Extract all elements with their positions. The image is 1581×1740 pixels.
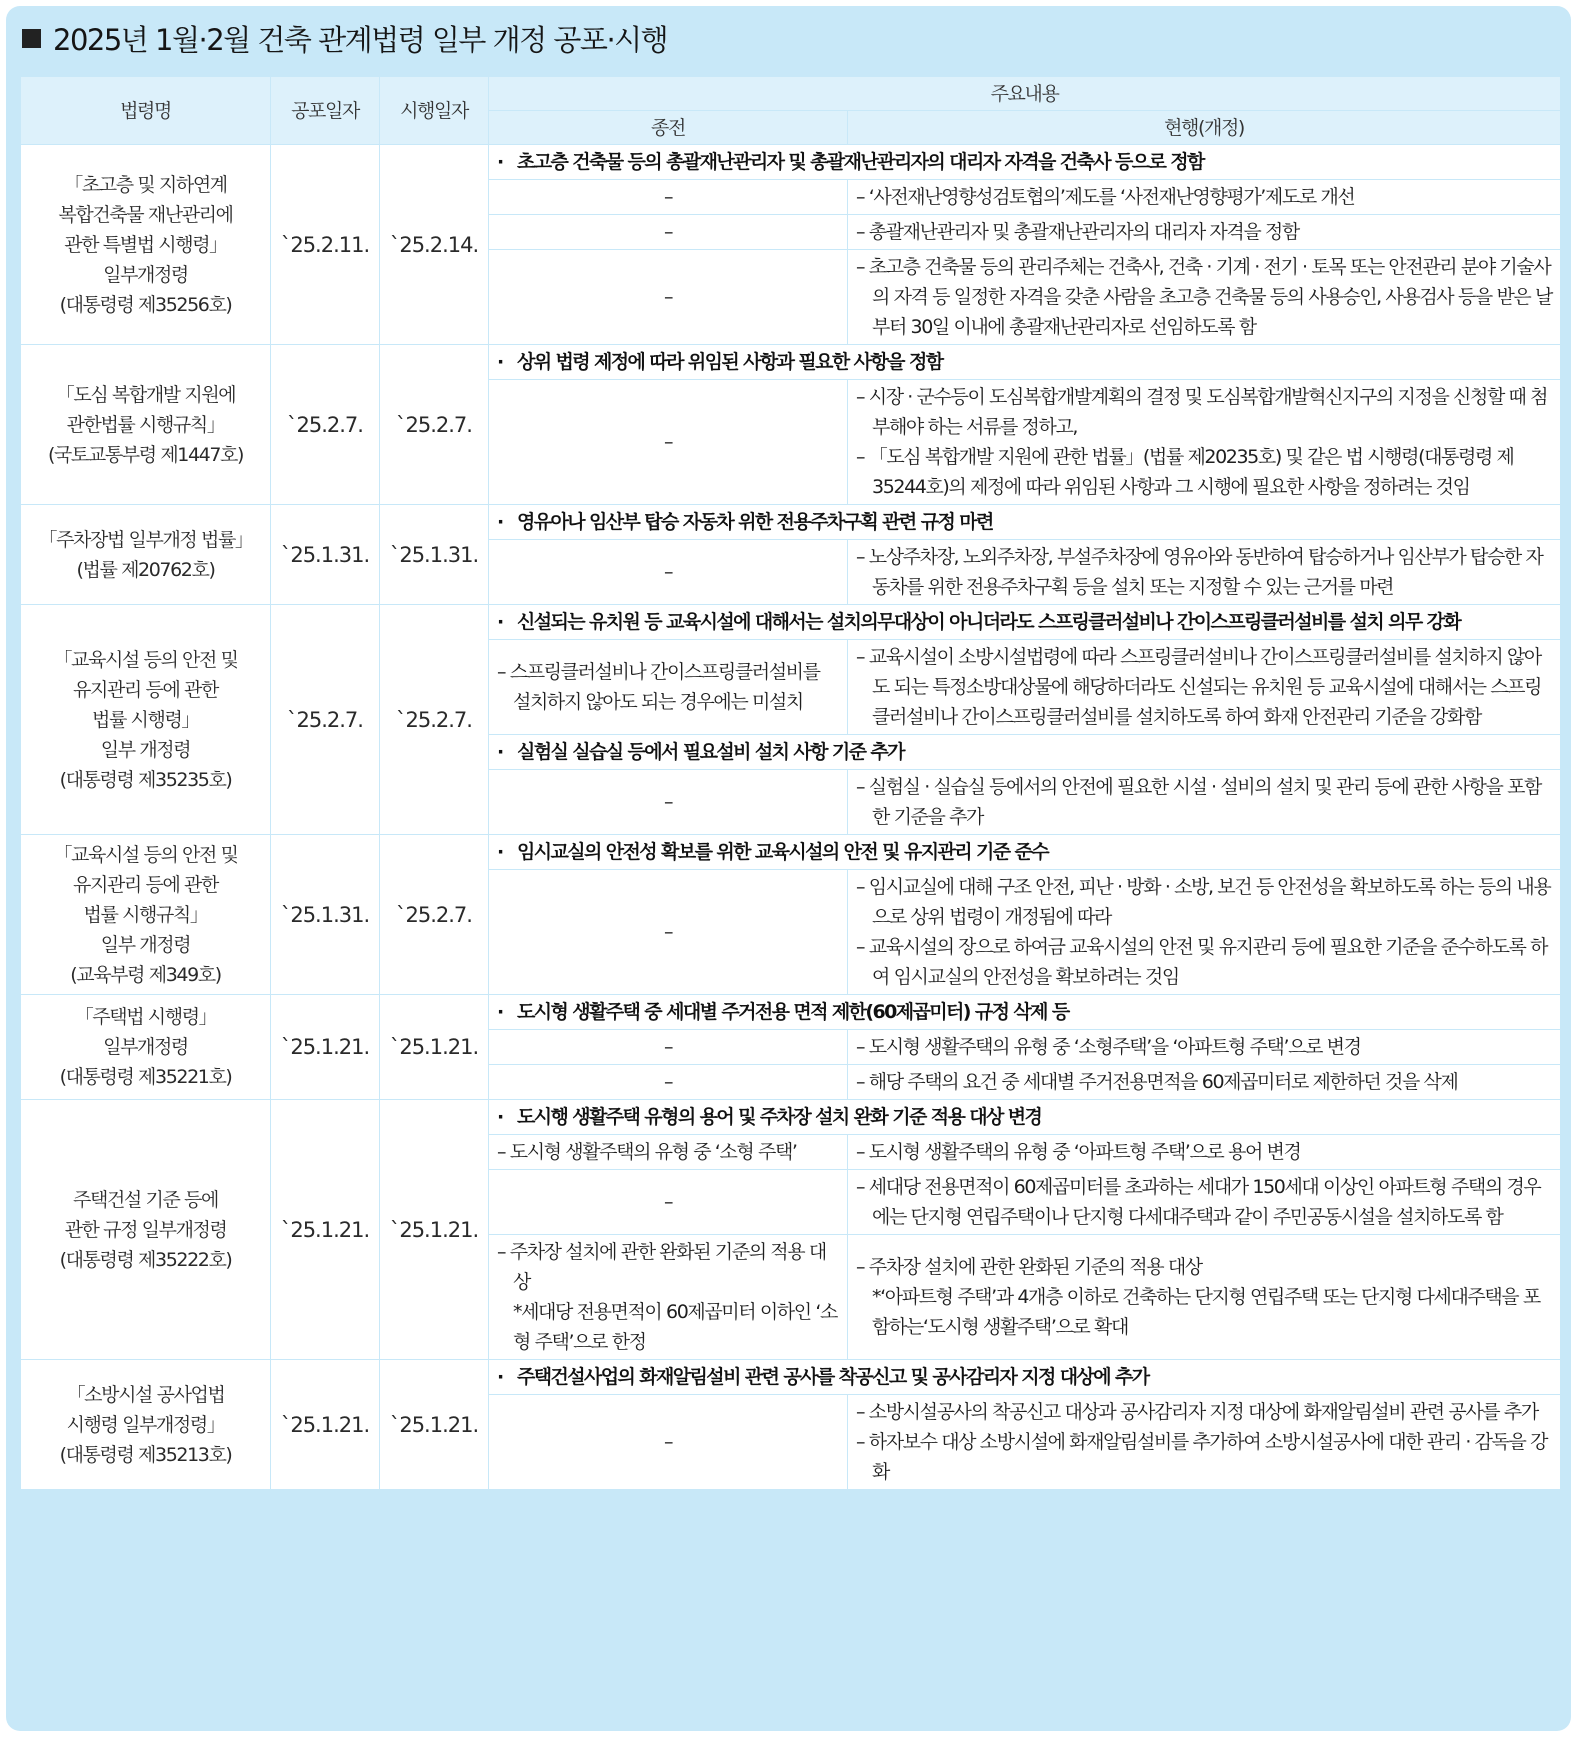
after-cell: – 교육시설이 소방시설법령에 따라 스프링클러설비나 간이스프링클러설비를 설치하지 않아도 되는 특정소방대상물에 해당하더라도 신설되는 유치원 등 교육시설에 대해서는 스프링클러설비나 간이스프링클러설비를 설치하도록 하여 화재 안전관리 기준을 강화함 (848, 640, 1561, 735)
summary: · 신설되는 유치원 등 교육시설에 대해서는 설치의무대상이 아니더라도 스프링클러설비나 간이스프링클러설비를 설치 의무 강화 (489, 605, 1561, 640)
promulgation-date: `25.1.21. (271, 1360, 380, 1490)
header-law-name: 법령명 (21, 77, 271, 145)
before-cell: – 주차장 설치에 관한 완화된 기준의 적용 대상 *세대당 전용면적이 60제곱미터 이하인 ‘소형 주택’으로 한정 (489, 1235, 848, 1360)
enforcement-date: `25.2.14. (380, 145, 489, 345)
header-main-content: 주요내용 (489, 77, 1561, 111)
before-cell: – (489, 1065, 848, 1100)
summary: · 실험실 실습실 등에서 필요설비 설치 사항 기준 추가 (489, 735, 1561, 770)
before-cell: – (489, 250, 848, 345)
law-name: 「교육시설 등의 안전 및 유지관리 등에 관한 법률 시행규칙」 일부 개정령 (교육부령 제349호) (21, 835, 271, 995)
promulgation-date: `25.2.7. (271, 605, 380, 835)
before-cell: – (489, 215, 848, 250)
after-cell: – 시장 · 군수등이 도심복합개발계획의 결정 및 도심복합개발혁신지구의 지정을 신청할 때 첨부해야 하는 서류를 정하고, – 「도심 복합개발 지원에 관한 법률」(법률 제20235호) 및 같은 법 시행령(대통령령 제35244호)의 제정에 따라 위임된 사항과 그 시행에 필요한 사항을 정하려는 것임 (848, 380, 1561, 505)
promulgation-date: `25.1.21. (271, 995, 380, 1100)
enforcement-date: `25.1.31. (380, 505, 489, 605)
law-name: 「소방시설 공사업법 시행령 일부개정령」 (대통령령 제35213호) (21, 1360, 271, 1490)
law-name: 「초고층 및 지하연계 복합건축물 재난관리에 관한 특별법 시행령」 일부개정령 (대통령령 제35256호) (21, 145, 271, 345)
after-cell: – 도시형 생활주택의 유형 중 ‘소형주택’을 ‘아파트형 주택’으로 변경 (848, 1030, 1561, 1065)
before-cell: – (489, 1395, 848, 1490)
page-title-text: 2025년 1월·2월 건축 관계법령 일부 개정 공포·시행 (53, 22, 668, 57)
enforcement-date: `25.2.7. (380, 345, 489, 505)
law-name: 주택건설 기준 등에 관한 규정 일부개정령 (대통령령 제35222호) (21, 1100, 271, 1360)
after-cell: – 해당 주택의 요건 중 세대별 주거전용면적을 60제곱미터로 제한하던 것을 삭제 (848, 1065, 1561, 1100)
before-cell: – 도시형 생활주택의 유형 중 ‘소형 주택’ (489, 1135, 848, 1170)
header-before: 종전 (489, 111, 848, 145)
enforcement-date: `25.2.7. (380, 605, 489, 835)
summary: · 도시형 생활주택 중 세대별 주거전용 면적 제한(60제곱미터) 규정 삭제 등 (489, 995, 1561, 1030)
header-enforcement: 시행일자 (380, 77, 489, 145)
header-promulgation: 공포일자 (271, 77, 380, 145)
law-name: 「도심 복합개발 지원에 관한법률 시행규칙」 (국토교통부령 제1447호) (21, 345, 271, 505)
summary: · 임시교실의 안전성 확보를 위한 교육시설의 안전 및 유지관리 기준 준수 (489, 835, 1561, 870)
before-cell: – (489, 540, 848, 605)
after-cell: – 세대당 전용면적이 60제곱미터를 초과하는 세대가 150세대 이상인 아파트형 주택의 경우에는 단지형 연립주택이나 단지형 다세대주택과 같이 주민공동시설을 설치하도록 함 (848, 1170, 1561, 1235)
after-cell: – 도시형 생활주택의 유형 중 ‘아파트형 주택’으로 용어 변경 (848, 1135, 1561, 1170)
after-cell: – 초고층 건축물 등의 관리주체는 건축사, 건축 · 기계 · 전기 · 토목 또는 안전관리 분야 기술사의 자격 등 일정한 자격을 갖춘 사람을 초고층 건축물 등의 사용승인, 사용검사 등을 받은 날부터 30일 이내에 총괄재난관리자로 선임하도록 함 (848, 250, 1561, 345)
after-cell: – 실험실 · 실습실 등에서의 안전에 필요한 시설 · 설비의 설치 및 관리 등에 관한 사항을 포함한 기준을 추가 (848, 770, 1561, 835)
square-bullet-icon (22, 29, 41, 48)
law-name: 「주택법 시행령」 일부개정령 (대통령령 제35221호) (21, 995, 271, 1100)
header-after: 현행(개정) (848, 111, 1561, 145)
before-cell: – 스프링클러설비나 간이스프링클러설비를 설치하지 않아도 되는 경우에는 미설치 (489, 640, 848, 735)
summary: · 영유아나 임산부 탑승 자동차 위한 전용주차구획 관련 규정 마련 (489, 505, 1561, 540)
summary: · 주택건설사업의 화재알림설비 관련 공사를 착공신고 및 공사감리자 지정 대상에 추가 (489, 1360, 1561, 1395)
after-cell: – 소방시설공사의 착공신고 대상과 공사감리자 지정 대상에 화재알림설비 관련 공사를 추가 – 하자보수 대상 소방시설에 화재알림설비를 추가하여 소방시설공사에 대한 관리 · 감독을 강화 (848, 1395, 1561, 1490)
promulgation-date: `25.1.31. (271, 835, 380, 995)
before-cell: – (489, 1030, 848, 1065)
promulgation-date: `25.1.31. (271, 505, 380, 605)
summary: · 상위 법령 제정에 따라 위임된 사항과 필요한 사항을 정함 (489, 345, 1561, 380)
enforcement-date: `25.2.7. (380, 835, 489, 995)
law-table (20, 76, 1561, 1490)
after-cell: – 노상주차장, 노외주차장, 부설주차장에 영유아와 동반하여 탑승하거나 임산부가 탑승한 자동차를 위한 전용주차구획 등을 설치 또는 지정할 수 있는 근거를 마련 (848, 540, 1561, 605)
law-name: 「교육시설 등의 안전 및 유지관리 등에 관한 법률 시행령」 일부 개정령 (대통령령 제35235호) (21, 605, 271, 835)
before-cell: – (489, 180, 848, 215)
law-name: 「주차장법 일부개정 법률」 (법률 제20762호) (21, 505, 271, 605)
summary: · 초고층 건축물 등의 총괄재난관리자 및 총괄재난관리자의 대리자 자격을 건축사 등으로 정함 (489, 145, 1561, 180)
promulgation-date: `25.1.21. (271, 1100, 380, 1360)
before-cell: – (489, 870, 848, 995)
after-cell: – 임시교실에 대해 구조 안전, 피난 · 방화 · 소방, 보건 등 안전성을 확보하도록 하는 등의 내용으로 상위 법령이 개정됨에 따라 – 교육시설의 장으로 하여금 교육시설의 안전 및 유지관리 등에 필요한 기준을 준수하도록 하여 임시교실의 안전성을 확보하려는 것임 (848, 870, 1561, 995)
before-cell: – (489, 770, 848, 835)
enforcement-date: `25.1.21. (380, 1100, 489, 1360)
page-title (22, 14, 667, 62)
after-cell: – 주차장 설치에 관한 완화된 기준의 적용 대상 *‘아파트형 주택’과 4개층 이하로 건축하는 단지형 연립주택 또는 단지형 다세대주택을 포함하는‘도시형 생활주택’으로 확대 (848, 1235, 1561, 1360)
summary: · 도시행 생활주택 유형의 용어 및 주차장 설치 완화 기준 적용 대상 변경 (489, 1100, 1561, 1135)
enforcement-date: `25.1.21. (380, 995, 489, 1100)
after-cell: – 총괄재난관리자 및 총괄재난관리자의 대리자 자격을 정함 (848, 215, 1561, 250)
enforcement-date: `25.1.21. (380, 1360, 489, 1490)
before-cell: – (489, 1170, 848, 1235)
after-cell: – ‘사전재난영향성검토협의’제도를 ‘사전재난영향평가’제도로 개선 (848, 180, 1561, 215)
promulgation-date: `25.2.7. (271, 345, 380, 505)
before-cell: – (489, 380, 848, 505)
promulgation-date: `25.2.11. (271, 145, 380, 345)
